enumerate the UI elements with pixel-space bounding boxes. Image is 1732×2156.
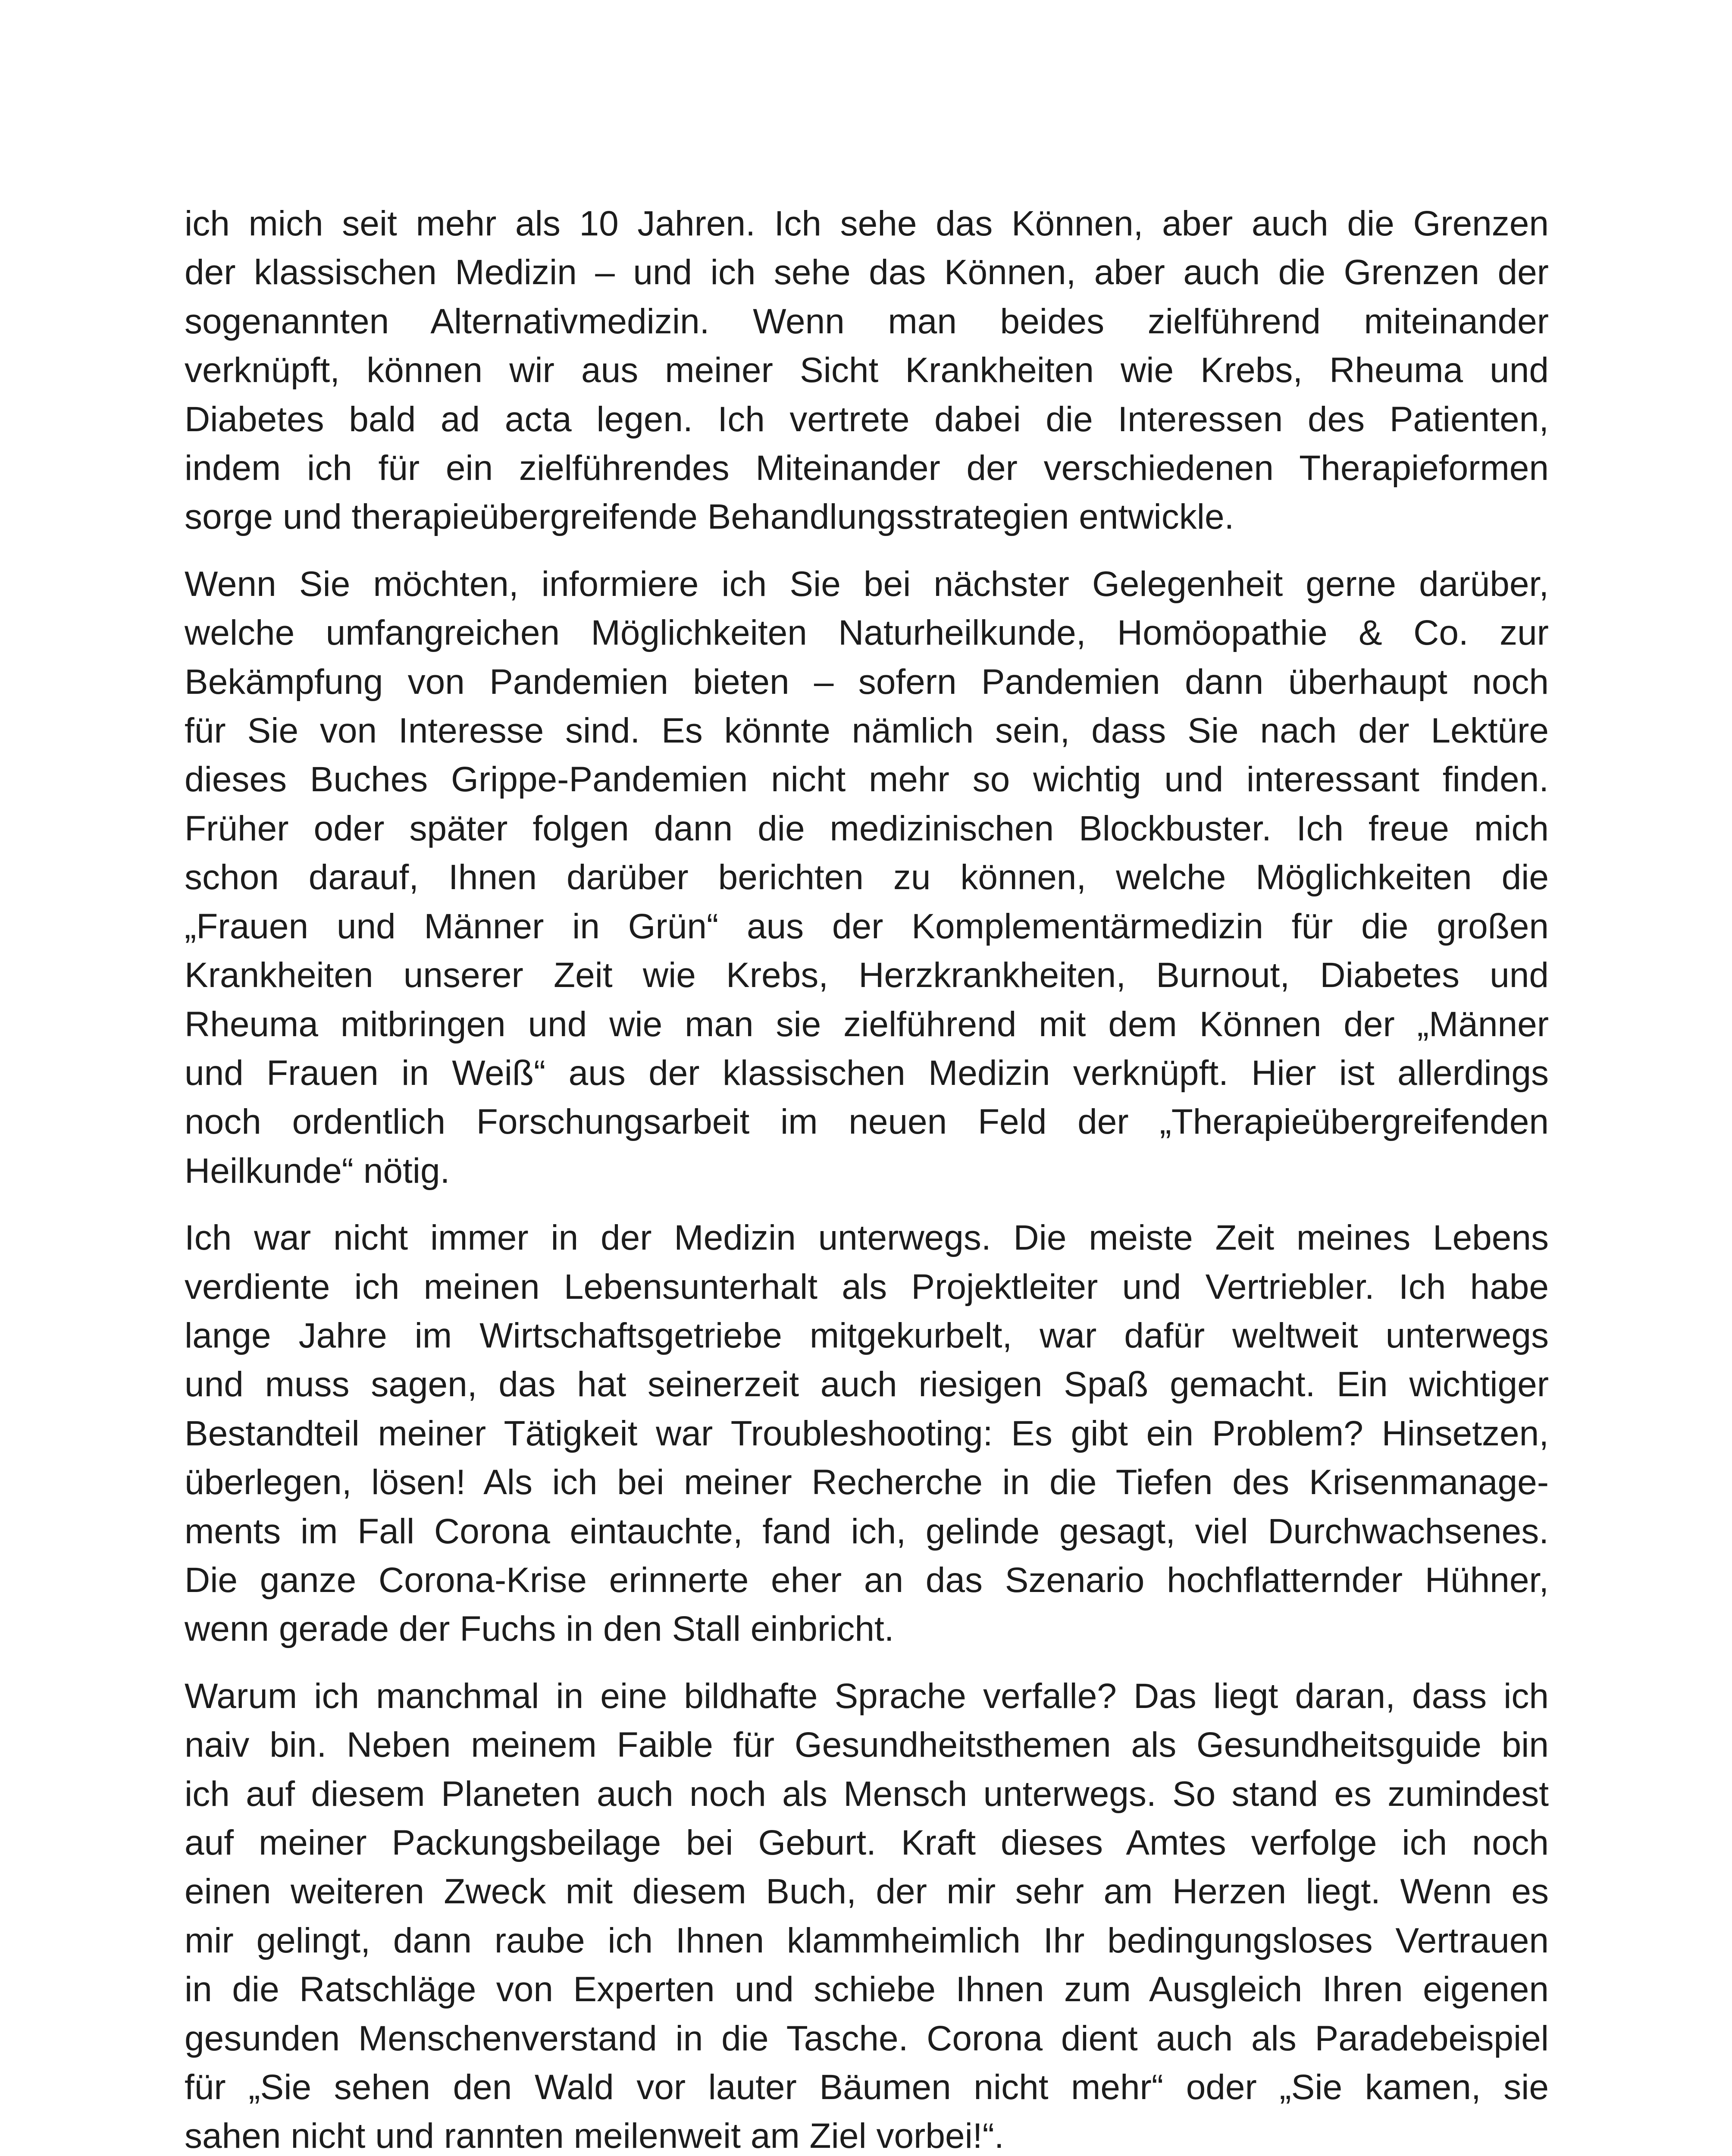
text-line: Krankheiten unserer Zeit wie Krebs, Herzkrankheiten, Burnout, Diabetes und xyxy=(185,956,1549,995)
text-line: sahen nicht und rannten meilenweit am Ziel vorbei!“. xyxy=(185,2116,1004,2156)
text-line: schon darauf, Ihnen darüber berichten zu können, welche Möglichkeiten die xyxy=(185,858,1549,897)
text-line: in die Ratschläge von Experten und schiebe Ihnen zum Ausgleich Ihren eigenen xyxy=(185,1970,1549,2009)
text-line: lange Jahre im Wirtschaftsgetriebe mitgekurbelt, war dafür weltweit unterwegs xyxy=(185,1316,1549,1355)
text-line: verdiente ich meinen Lebensunterhalt als Projektleiter und Vertriebler. Ich habe xyxy=(185,1267,1549,1307)
text-line: Die ganze Corona-Krise erinnerte eher an das Szenario hochflatternder Hühner, xyxy=(185,1560,1549,1600)
text-line: überlegen, lösen! Als ich bei meiner Recherche in die Tiefen des Krisenmanage- xyxy=(185,1463,1549,1502)
text-line: Ich war nicht immer in der Medizin unterwegs. Die meiste Zeit meines Lebens xyxy=(185,1218,1549,1258)
text-line: „Frauen und Männer in Grün“ aus der Komplementärmedizin für die großen xyxy=(185,906,1549,946)
text-line: dieses Buches Grippe-Pandemien nicht mehr so wichtig und interessant finden. xyxy=(185,760,1549,799)
text-line: auf meiner Packungsbeilage bei Geburt. Kraft dieses Amtes verfolge ich noch xyxy=(185,1823,1549,1862)
text-line: und Frauen in Weiß“ aus der klassischen Medizin verknüpft. Hier ist allerdings xyxy=(185,1053,1549,1093)
text-line: Diabetes bald ad acta legen. Ich vertrete dabei die Interessen des Patienten, xyxy=(185,399,1549,439)
paragraph xyxy=(185,1672,1549,2156)
text-line: Früher oder später folgen dann die medizinischen Blockbuster. Ich freue mich xyxy=(185,808,1549,848)
paragraph xyxy=(185,1213,1549,1654)
text-line: für „Sie sehen den Wald vor lauter Bäumen nicht mehr“ oder „Sie kamen, sie xyxy=(185,2068,1549,2107)
text-line: Wenn Sie möchten, informiere ich Sie bei nächster Gelegenheit gerne darüber, xyxy=(185,564,1549,604)
text-line: verknüpft, können wir aus meiner Sicht Krankheiten wie Krebs, Rheuma und xyxy=(185,351,1549,390)
text-line: naiv bin. Neben meinem Faible für Gesundheitsthemen als Gesundheitsguide bin xyxy=(185,1725,1549,1765)
text-line: ich auf diesem Planeten auch noch als Mensch unterwegs. So stand es zumindest xyxy=(185,1774,1549,1814)
text-line: für Sie von Interesse sind. Es könnte nämlich sein, dass Sie nach der Lektüre xyxy=(185,711,1549,751)
paragraph xyxy=(185,560,1549,1195)
paragraph xyxy=(185,199,1549,542)
text-line: mir gelingt, dann raube ich Ihnen klammheimlich Ihr bedingungsloses Vertrauen xyxy=(185,1921,1549,1960)
text-line: indem ich für ein zielführendes Miteinander der verschiedenen Therapieformen xyxy=(185,448,1549,488)
text-line: und muss sagen, das hat seinerzeit auch riesigen Spaß gemacht. Ein wichtiger xyxy=(185,1365,1549,1404)
text-line: gesunden Menschenverstand in die Tasche. Corona dient auch als Paradebeispiel xyxy=(185,2018,1549,2058)
text-line: Heilkunde“ nötig. xyxy=(185,1151,450,1191)
text-line: Rheuma mitbringen und wie man sie zielführend mit dem Können der „Männer xyxy=(185,1004,1549,1044)
text-line: ments im Fall Corona eintauchte, fand ich, gelinde gesagt, viel Durchwachsenes. xyxy=(185,1511,1549,1551)
text-line: sogenannten Alternativmedizin. Wenn man beides zielführend miteinander xyxy=(185,301,1549,341)
text-line: Warum ich manchmal in eine bildhafte Sprache verfalle? Das liegt daran, dass ich xyxy=(185,1676,1549,1716)
text-line: ich mich seit mehr als 10 Jahren. Ich sehe das Können, aber auch die Grenzen xyxy=(185,204,1549,243)
text-line: sorge und therapieübergreifende Behandlungsstrategien entwickle. xyxy=(185,497,1234,537)
text-line: noch ordentlich Forschungsarbeit im neuen Feld der „Therapieübergreifenden xyxy=(185,1102,1549,1142)
text-line: der klassischen Medizin – und ich sehe das Können, aber auch die Grenzen der xyxy=(185,253,1549,292)
body-text xyxy=(185,199,1549,2156)
text-line: Bestandteil meiner Tätigkeit war Troubleshooting: Es gibt ein Problem? Hinsetzen, xyxy=(185,1413,1549,1453)
text-line: Bekämpfung von Pandemien bieten – sofern Pandemien dann überhaupt noch xyxy=(185,662,1549,702)
text-line: einen weiteren Zweck mit diesem Buch, der mir sehr am Herzen liegt. Wenn es xyxy=(185,1872,1549,1912)
text-line: welche umfangreichen Möglichkeiten Naturheilkunde, Homöopathie & Co. zur xyxy=(185,613,1549,653)
text-line: wenn gerade der Fuchs in den Stall einbricht. xyxy=(185,1609,894,1649)
